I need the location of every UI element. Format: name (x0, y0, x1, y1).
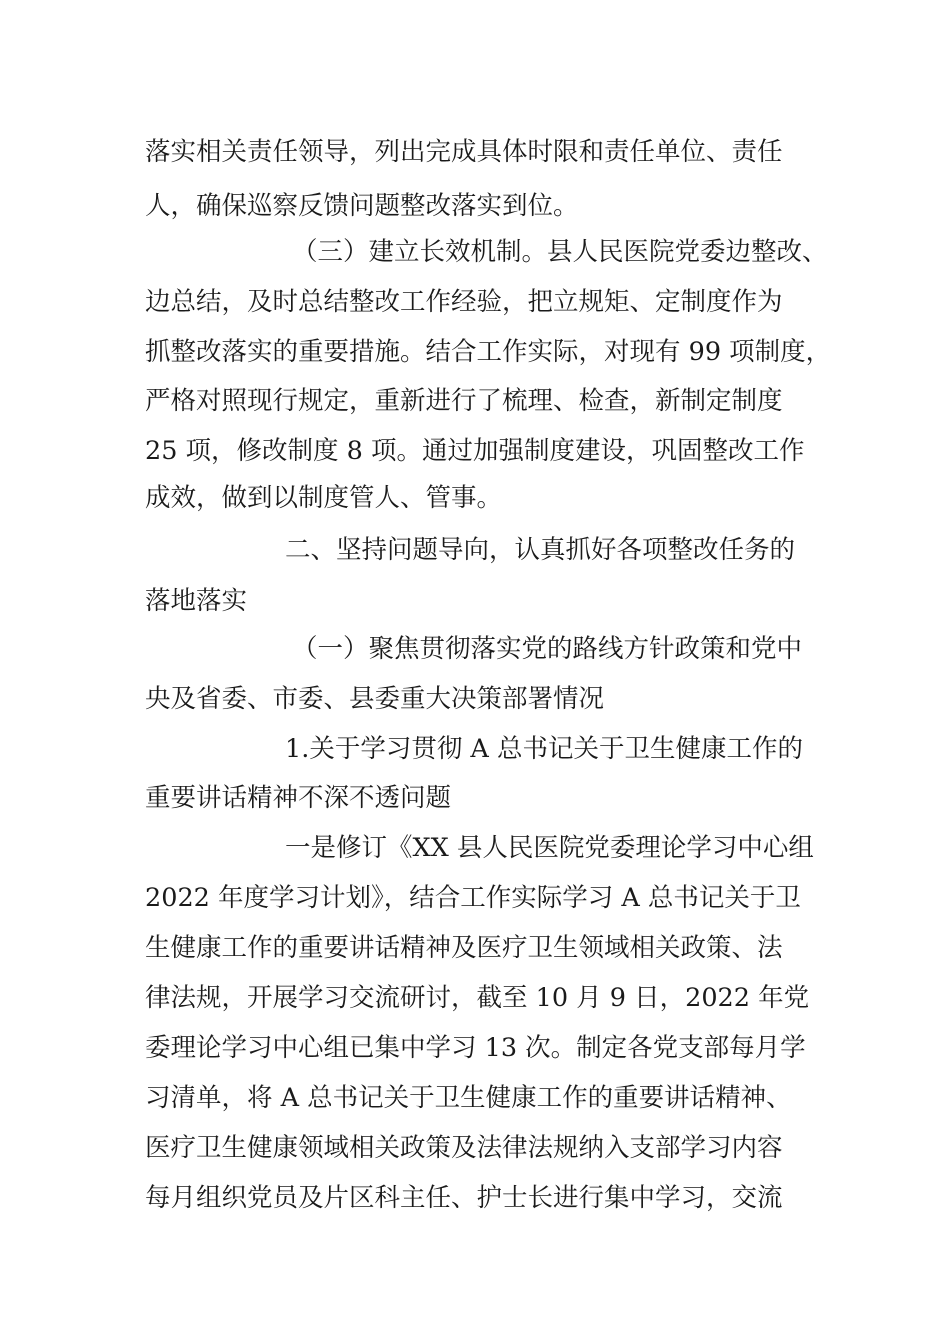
subsection-heading-line: （一）聚焦贯彻落实党的路线方针政策和党中 (292, 634, 803, 664)
item-heading-line: 1.关于学习贯彻 A 总书记关于卫生健康工作的 (285, 734, 803, 764)
body-text-line: 一是修订《XX 县人民医院党委理论学习中心组 (285, 833, 814, 863)
section-heading-line: 落地落实 (145, 586, 248, 616)
body-text-line: 生健康工作的重要讲话精神及医疗卫生领域相关政策、法 (145, 933, 783, 963)
body-text-line: 25 项，修改制度 8 项。通过加强制度建设，巩固整改工作 (145, 436, 805, 466)
item-heading-line: 重要讲话精神不深不透问题 (145, 783, 452, 813)
body-text-line: 每月组织党员及片区科主任、护士长进行集中学习，交流 (145, 1183, 783, 1213)
section-heading-line: 二、坚持问题导向，认真抓好各项整改任务的 (285, 535, 796, 565)
body-text-line: 落实相关责任领导，列出完成具体时限和责任单位、责任 (145, 137, 783, 167)
body-text-line: 委理论学习中心组已集中学习 13 次。制定各党支部每月学 (145, 1033, 806, 1063)
body-text-line: 医疗卫生健康领域相关政策及法律法规纳入支部学习内容 (145, 1133, 783, 1163)
body-text-line: 边总结，及时总结整改工作经验，把立规矩、定制度作为 (145, 287, 783, 317)
body-text-line: 律法规，开展学习交流研讨，截至 10 月 9 日，2022 年党 (145, 983, 810, 1013)
section-heading-line: （三）建立长效机制。县人民医院党委边整改、 (292, 237, 828, 267)
body-text-line: 2022 年度学习计划》，结合工作实际学习 A 总书记关于卫 (145, 883, 801, 913)
body-text-line: 抓整改落实的重要措施。结合工作实际，对现有 99 项制度， (145, 337, 832, 367)
body-text-line: 人，确保巡察反馈问题整改落实到位。 (145, 191, 579, 221)
subsection-heading-line: 央及省委、市委、县委重大决策部署情况 (145, 684, 605, 714)
body-text-line: 成效，做到以制度管人、管事。 (145, 483, 503, 513)
body-text-line: 习清单，将 A 总书记关于卫生健康工作的重要讲话精神、 (145, 1083, 792, 1113)
body-text-line: 严格对照现行规定，重新进行了梳理、检查，新制定制度 (145, 386, 783, 416)
